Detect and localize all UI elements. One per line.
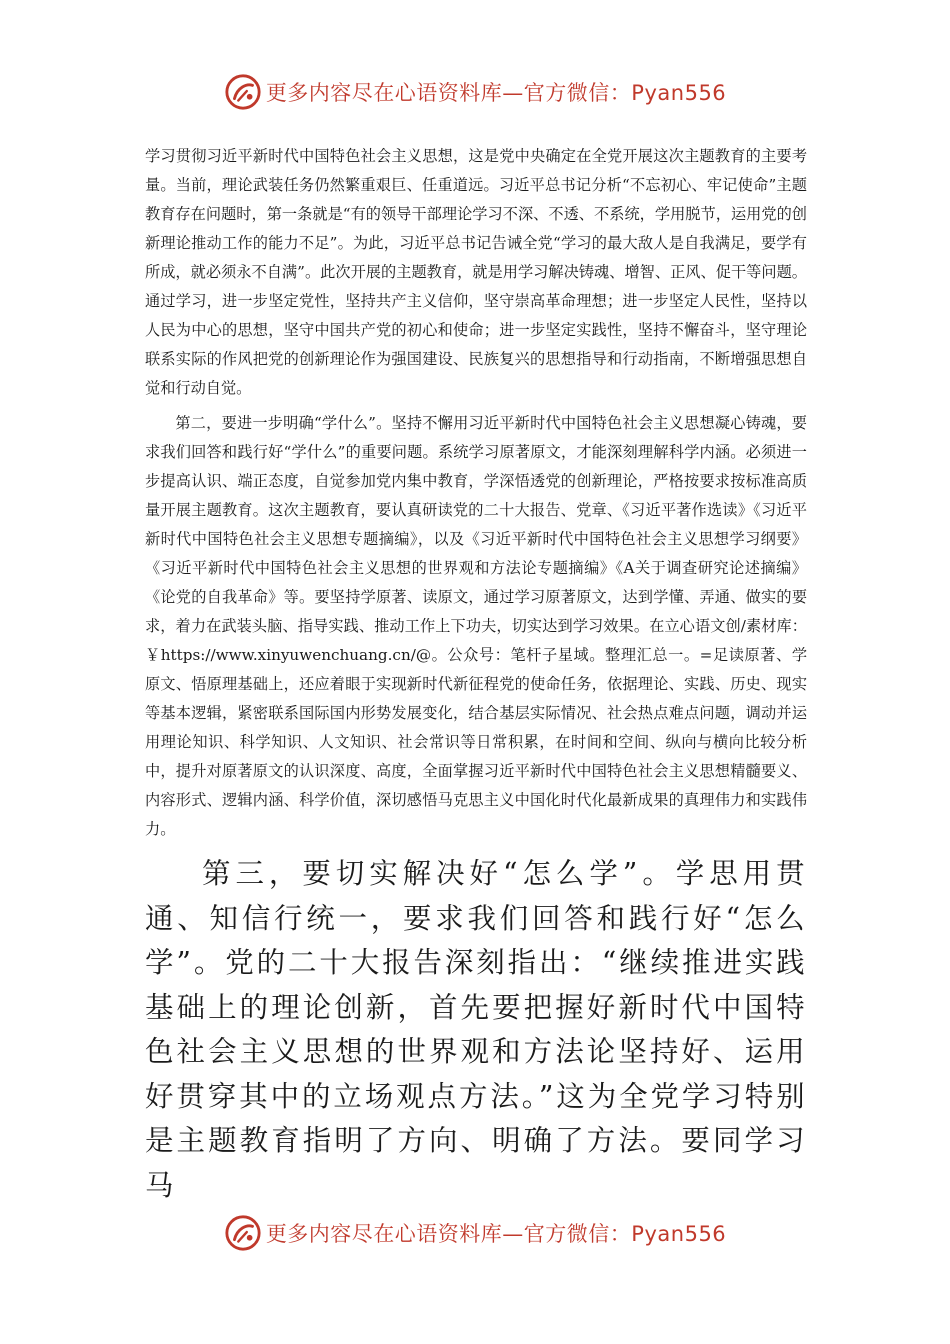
xinyu-logo-icon: [224, 1214, 262, 1252]
paragraph-1: 学习贯彻习近平新时代中国特色社会主义思想，这是党中央确定在全党开展这次主题教育的主要考量。当前，理论武装任务仍然繁重艰巨、任重道远。习近平总书记分析“不忘初心、牢记使命”主题教育存在问题时，第一条就是“有的领导干部理论学习不深、不透、不系统，学用脱节，运用党的创新理论推动工作的能力不足”。为此，习近平总书记告诫全党“学习的最大敌人是自我满足，要学有所成，就必须永不自满”。此次开展的主题教育，就是用学习解决铸魂、增智、正风、促干等问题。通过学习，进一步坚定党性，坚持共产主义信仰，坚守崇高革命理想；进一步坚定人民性，坚持以人民为中心的思想，坚守中国共产党的初心和使命；进一步坚定实践性，坚持不懈奋斗，坚守理论联系实际的作风把党的创新理论作为强国建设、民族复兴的思想指导和行动指南，不断增强思想自觉和行动自觉。: [145, 147, 807, 397]
paragraph-3: 第三，要切实解决好“怎么学”。学思用贯通、知信行统一，要求我们回答和践行好“怎么学”。党的二十大报告深刻指出：“继续推进实践基础上的理论创新，首先要把握好新时代中国特色社会主义思想的世界观和方法论坚持好、运用好贯穿其中的立场观点方法。”这为全党学习特别是主题教育指明了方向、明确了方法。要同学习马: [145, 857, 807, 1202]
document-body: [145, 142, 807, 1208]
xinyu-logo-icon: [224, 73, 262, 111]
footer-banner: [0, 1211, 950, 1255]
header-banner-text: 更多内容尽在心语资料库—官方微信：Pyan556: [265, 81, 727, 105]
header-banner: [0, 70, 950, 114]
footer-banner-text: 更多内容尽在心语资料库—官方微信：Pyan556: [265, 1222, 727, 1246]
paragraph-2: 第二，要进一步明确“学什么”。坚持不懈用习近平新时代中国特色社会主义思想凝心铸魂，要求我们回答和践行好“学什么”的重要问题。系统学习原著原文，才能深刻理解科学内涵。必须进一步提高认识、端正态度，自觉参加党内集中教育，学深悟透党的创新理论，严格按要求按标准高质量开展主题教育。这次主题教育，要认真研读党的二十大报告、党章、《习近平著作选读》《习近平新时代中国特色社会主义思想专题摘编》，以及《习近平新时代中国特色社会主义思想学习纲要》《习近平新时代中国特色社会主义思想的世界观和方法论专题摘编》《A关于调查研究论述摘编》《论党的自我革命》等。要坚持学原著、读原文，通过学习原著原文，达到学懂、弄通、做实的要求，着力在武装头脑、指导实践、推动工作上下功夫，切实达到学习效果。在立心语文创/素材库：￥https://www.xinyuwenchuang.cn/@。公众号：笔杆子星域。整理汇总一。=足读原著、学原文、悟原理基础上，还应着眼于实现新时代新征程党的使命任务，依据理论、实践、历史、现实等基本逻辑，紧密联系国际国内形势发展变化，结合基层实际情况、社会热点难点问题，调动并运用理论知识、科学知识、人文知识、社会常识等日常积累，在时间和空间、纵向与横向比较分析中，提升对原著原文的认识深度、高度，全面掌握习近平新时代中国特色社会主义思想精髓要义、内容形式、逻辑内涵、科学价值，深切感悟马克思主义中国化时代化最新成果的真理伟力和实践伟力。: [145, 414, 807, 838]
